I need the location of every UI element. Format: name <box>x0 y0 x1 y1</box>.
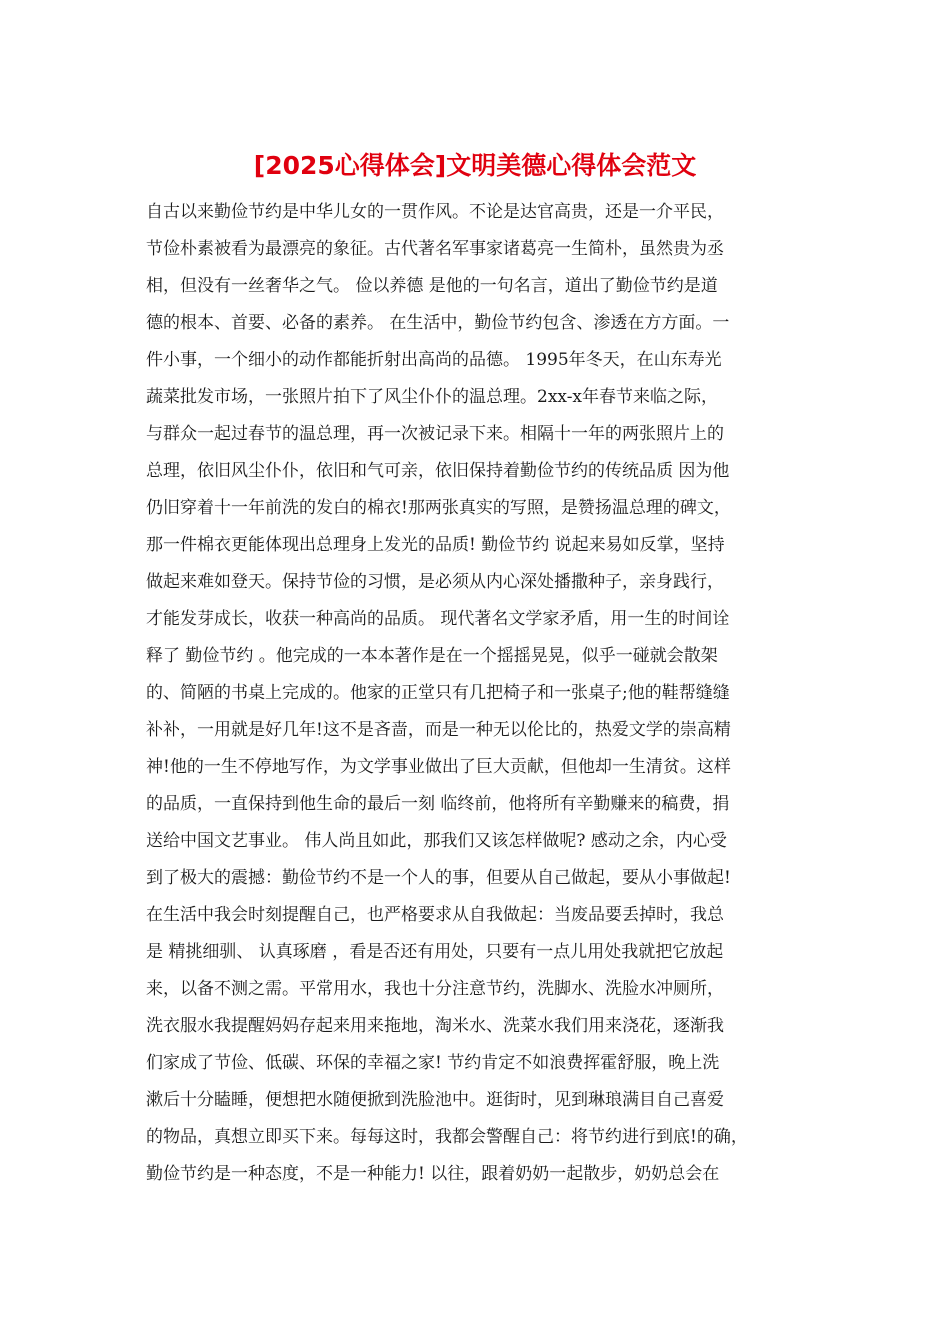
text-line: 相，但没有一丝奢华之气。 俭以养德 是他的一句名言，道出了勤俭节约是道 <box>146 276 718 296</box>
text-line: 漱后十分瞌睡，便想把水随便掀到洗脸池中。逛街时，见到琳琅满目自己喜爱 <box>146 1090 724 1110</box>
text-line: 仍旧穿着十一年前洗的发白的棉衣!那两张真实的写照，是赞扬温总理的碑文， <box>146 498 731 518</box>
text-line: 释了 勤俭节约 。他完成的一本本著作是在一个摇摇晃晃，似乎一碰就会散架 <box>146 646 718 666</box>
text-line: 自古以来勤俭节约是中华儿女的一贯作风。不论是达官高贵，还是一介平民， <box>146 202 724 222</box>
text-line: 的、简陋的书桌上完成的。他家的正堂只有几把椅子和一张桌子;他的鞋帮缝缝 <box>146 683 730 703</box>
text-line: 神!他的一生不停地写作，为文学事业做出了巨大贡献，但他却一生清贫。这样 <box>146 757 731 777</box>
text-line: 做起来难如登天。保持节俭的习惯，是必须从内心深处播撒种子，亲身践行， <box>146 572 724 592</box>
text-line: 节俭朴素被看为最漂亮的象征。古代著名军事家诸葛亮一生简朴，虽然贵为丞 <box>146 239 724 259</box>
text-line: 们家成了节俭、低碳、环保的幸福之家! 节约肯定不如浪费挥霍舒服，晚上洗 <box>146 1053 720 1073</box>
text-line: 件小事，一个细小的动作都能折射出高尚的品德。 1995年冬天，在山东寿光 <box>146 350 722 370</box>
text-line: 勤俭节约是一种态度，不是一种能力! 以往，跟着奶奶一起散步，奶奶总会在 <box>146 1164 720 1184</box>
text-line: 总理，依旧风尘仆仆，依旧和气可亲，依旧保持着勤俭节约的传统品质 因为他 <box>146 461 730 481</box>
text-line: 蔬菜批发市场，一张照片拍下了风尘仆仆的温总理。2xx-x年春节来临之际， <box>146 387 719 407</box>
text-line: 来，以备不测之需。平常用水，我也十分注意节约，洗脚水、洗脸水冲厕所， <box>146 979 724 999</box>
text-line: 是 精挑细驯、 认真琢磨 ，看是否还有用处，只要有一点儿用处我就把它放起 <box>146 942 724 962</box>
document-title: [2025心得体会]文明美德心得体会范文 <box>253 151 697 180</box>
text-line: 到了极大的震撼：勤俭节约不是一个人的事，但要从自己做起，要从小事做起! <box>146 868 731 888</box>
text-line: 德的根本、首要、必备的素养。 在生活中，勤俭节约包含、渗透在方方面。一 <box>146 313 730 333</box>
text-line: 在生活中我会时刻提醒自己，也严格要求从自我做起：当废品要丢掉时，我总 <box>146 905 724 925</box>
document-body <box>146 194 826 1193</box>
text-line: 送给中国文艺事业。 伟人尚且如此，那我们又该怎样做呢? 感动之余，内心受 <box>146 831 727 851</box>
text-line: 才能发芽成长，收获一种高尚的品质。 现代著名文学家矛盾，用一生的时间诠 <box>146 609 730 629</box>
text-line: 的物品，真想立即买下来。每每这时，我都会警醒自己：将节约进行到底!的确， <box>146 1127 748 1147</box>
text-line: 洗衣服水我提醒妈妈存起来用来拖地，淘米水、洗菜水我们用来浇花，逐渐我 <box>146 1016 724 1036</box>
text-line: 与群众一起过春节的温总理，再一次被记录下来。相隔十一年的两张照片上的 <box>146 424 724 444</box>
text-line: 的品质，一直保持到他生命的最后一刻 临终前，他将所有辛勤赚来的稿费，捐 <box>146 794 730 814</box>
text-line: 补补，一用就是好几年!这不是吝啬，而是一种无以伦比的，热爱文学的崇高精 <box>146 720 731 740</box>
text-line: 那一件棉衣更能体现出总理身上发光的品质! 勤俭节约 说起来易如反掌，坚持 <box>146 535 725 555</box>
